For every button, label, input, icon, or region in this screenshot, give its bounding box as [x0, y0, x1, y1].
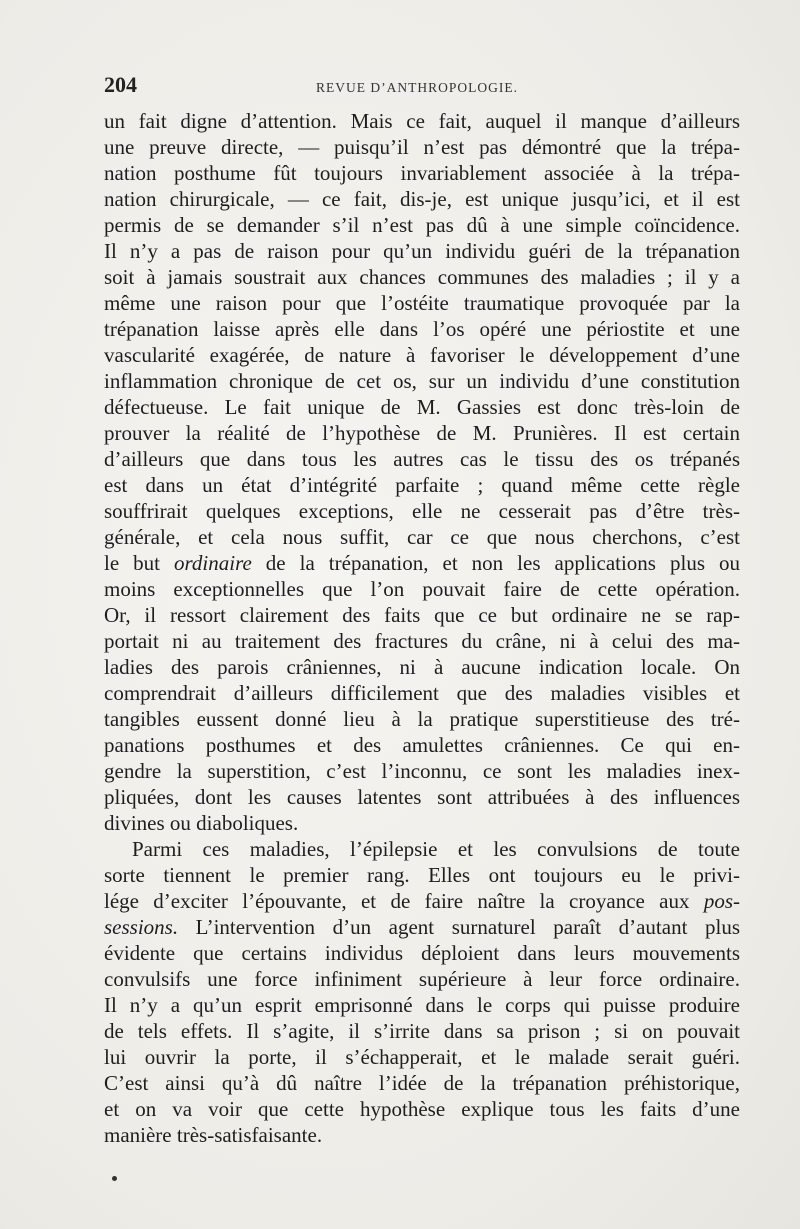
text-line: de tels effets. Il s’agite, il s’irrite dans sa prison ; si on pouvait: [104, 1019, 740, 1043]
text-span: le but: [104, 551, 175, 575]
text-line: évidente que certains individus déploient dans leurs mouvements: [104, 941, 740, 965]
text-line: pliquées, dont les causes latentes sont attribuées à des influences: [104, 785, 740, 809]
text-line: panations posthumes et des amulettes crâniennes. Ce qui en-: [104, 733, 740, 757]
text-span: lége d’exciter l’épouvante, et de faire naître la croyance aux: [104, 889, 704, 913]
text-line-with-italic: [104, 550, 740, 576]
text-line: soit à jamais soustrait aux chances communes des maladies ; il y a: [104, 265, 740, 289]
italic-word: sessions.: [104, 915, 179, 939]
text-line: prouver la réalité de l’hypothèse de M. Prunières. Il est certain: [104, 421, 740, 445]
text-line: moins exceptionnelles que l’on pouvait faire de cette opération.: [104, 577, 740, 601]
text-line: vascularité exagérée, de nature à favoriser le développement d’une: [104, 343, 740, 367]
text-line: même une raison pour que l’ostéite traumatique provoquée par la: [104, 291, 740, 315]
text-line: permis de se demander s’il n’est pas dû à une simple coïncidence.: [104, 213, 740, 237]
text-line: souffrirait quelques exceptions, elle ne cesserait pas d’être très-: [104, 499, 740, 523]
text-line: comprendrait d’ailleurs difficilement que des maladies visibles et: [104, 681, 740, 705]
text-line: C’est ainsi qu’à dû naître l’idée de la trépanation préhistorique,: [104, 1071, 740, 1095]
text-line: trépanation laisse après elle dans l’os opéré une périostite et une: [104, 317, 740, 341]
italic-word: pos-: [703, 889, 740, 913]
page-number: 204: [104, 72, 137, 97]
text-line: Il n’y a pas de raison pour qu’un individu guéri de la trépanation: [104, 239, 740, 263]
text-line: sorte tiennent le premier rang. Elles ont toujours eu le privi-: [104, 863, 740, 887]
body-text: [104, 108, 740, 1148]
text-line: nation chirurgicale, — ce fait, dis-je, est unique jusqu’ici, et il est: [104, 187, 740, 211]
text-line: manière très-satisfaisante.: [104, 1123, 323, 1147]
text-line: d’ailleurs que dans tous les autres cas le tissu des os trépanés: [104, 447, 740, 471]
text-line: lui ouvrir la porte, il s’échapperait, et le malade serait guéri.: [104, 1045, 740, 1069]
ink-speck: [112, 1176, 117, 1181]
text-line: défectueuse. Le fait unique de M. Gassies est donc très-loin de: [104, 395, 740, 419]
text-line: Il n’y a qu’un esprit emprisonné dans le corps qui puisse produire: [104, 993, 740, 1017]
text-span: L’intervention d’un agent surnaturel paraît d’autant plus: [178, 915, 740, 939]
text-line: nation posthume fût toujours invariablement associée à la trépa-: [104, 161, 740, 185]
text-line-with-italic: [104, 914, 740, 940]
text-line-with-italic: [104, 888, 740, 914]
text-line: portait ni au traitement des fractures du crâne, ni à celui des ma-: [104, 629, 740, 653]
italic-word: ordinaire: [174, 551, 252, 575]
text-line: divines ou diaboliques.: [104, 811, 299, 835]
text-line: un fait digne d’attention. Mais ce fait, auquel il manque d’ailleurs: [104, 109, 740, 133]
text-line: convulsifs une force infiniment supérieure à leur force ordinaire.: [104, 967, 740, 991]
text-line: inflammation chronique de cet os, sur un individu d’une constitution: [104, 369, 740, 393]
running-title: REVUE D’ANTHROPOLOGIE.: [316, 80, 518, 95]
text-line: Or, il ressort clairement des faits que ce but ordinaire ne se rap-: [104, 603, 740, 627]
paragraph-start-line: Parmi ces maladies, l’épilepsie et les convulsions de toute: [132, 837, 740, 861]
text-line: une preuve directe, — puisqu’il n’est pas démontré que la trépa-: [104, 135, 740, 159]
show-through-text: [590, 80, 760, 94]
text-line: est dans un état d’intégrité parfaite ; quand même cette règle: [104, 473, 740, 497]
text-line: tangibles eussent donné lieu à la pratique superstitieuse des tré-: [104, 707, 740, 731]
text-line: ladies des parois crâniennes, ni à aucune indication locale. On: [104, 655, 740, 679]
text-line: et on va voir que cette hypothèse explique tous les faits d’une: [104, 1097, 740, 1121]
text-line: gendre la superstition, c’est l’inconnu, ce sont les maladies inex-: [104, 759, 740, 783]
text-line: générale, et cela nous suffit, car ce que nous cherchons, c’est: [104, 525, 740, 549]
text-span: de la trépanation, et non les applications plus ou: [251, 551, 740, 575]
